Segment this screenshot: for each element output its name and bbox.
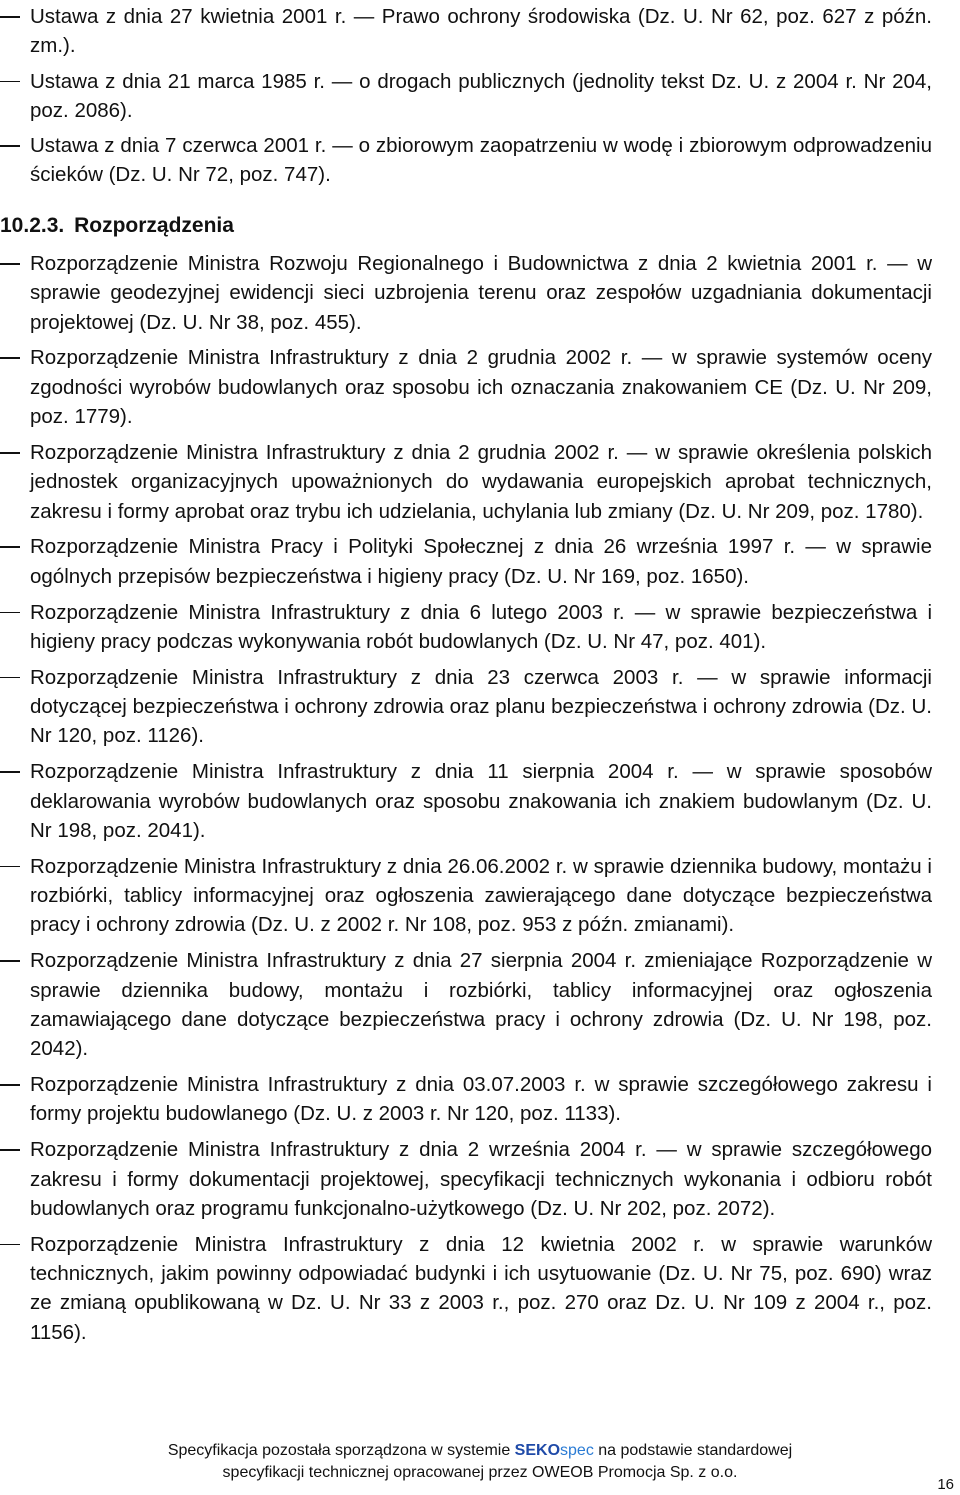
section-heading: [0, 211, 234, 240]
list-item: [0, 1230, 932, 1347]
list-item: [0, 2, 932, 61]
list-item-text: Ustawa z dnia 7 czerwca 2001 r. — o zbiorowym zaopatrzeniu w wodę i zbiorowym odprowadzeniu ścieków (Dz. U. Nr 72, poz. 747).: [30, 134, 932, 187]
dash-bullet: [0, 81, 20, 83]
footer-text-before: Specyfikacja pozostała sporządzona w systemie: [167, 1442, 515, 1459]
dash-bullet: [0, 1149, 20, 1151]
section-title: Rozporządzenia: [74, 214, 234, 237]
list-item: [0, 249, 932, 337]
dash-bullet: [0, 452, 20, 454]
list-item-text: Rozporządzenie Ministra Infrastruktury z dnia 6 lutego 2003 r. — w sprawie bezpieczeństwa i higieny pracy podczas wykonywania robót budowlanych (Dz. U. Nr 47, poz. 401).: [30, 600, 932, 653]
list-item: [0, 438, 932, 526]
list-item: [0, 532, 932, 591]
list-item: [0, 131, 932, 190]
footer-text-after: na podstawie standardowej: [593, 1442, 793, 1459]
dash-bullet: [0, 145, 20, 147]
list-item: [0, 598, 932, 657]
list-item-text: Rozporządzenie Ministra Infrastruktury z dnia 2 grudnia 2002 r. — w sprawie określenia polskich jednostek organizacyjnych upoważnionych do wydawania europejskich aprobat technicznych, zakresu i formy aprobat oraz trybu ich udzielania, uchylania lub zmiany (Dz. U. Nr 209, poz. 1780).: [30, 440, 932, 523]
list-item: [0, 663, 932, 751]
dash-bullet: [0, 960, 20, 962]
list-item-text: Rozporządzenie Ministra Infrastruktury z dnia 27 sierpnia 2004 r. zmieniające Rozporządzenie w sprawie dziennika budowy, montażu i rozbiórki, tablicy informacyjnej oraz ogłoszenia zamawiającego dane dotyczące bezpieczeństwa pracy i ochrony zdrowia (Dz. U. Nr 198, poz. 2042).: [30, 949, 932, 1061]
footer-line-1: [0, 1440, 960, 1462]
dash-bullet: [0, 546, 20, 548]
list-item: [0, 852, 932, 940]
footer-line-2: specyfikacji technicznej opracowanej przez OWEOB Promocja Sp. z o.o.: [222, 1464, 738, 1481]
dash-bullet: [0, 16, 20, 18]
list-item-text: Rozporządzenie Ministra Infrastruktury z dnia 12 kwietnia 2002 r. w sprawie warunków technicznych, jakim powinny odpowiadać budynki i ich usytuowanie (Dz. U. Nr 75, poz. 690) wraz ze zmianą opublikowaną w Dz. U. Nr 33 z 2003 r., poz. 270 oraz Dz. U. Nr 109 z 2004 r., poz. 1156).: [30, 1232, 932, 1344]
dash-bullet: [0, 357, 20, 359]
dash-bullet: [0, 1084, 20, 1086]
page-footer: [0, 1440, 960, 1484]
list-item-text: Ustawa z dnia 27 kwietnia 2001 r. — Prawo ochrony środowiska (Dz. U. Nr 62, poz. 627 z późn. zm.).: [30, 5, 932, 58]
list-item-text: Ustawa z dnia 21 marca 1985 r. — o drogach publicznych (jednolity tekst Dz. U. z 2004 r. Nr 204, poz. 2086).: [30, 69, 932, 122]
list-item: [0, 757, 932, 845]
brand-spec: spec: [560, 1442, 594, 1459]
dash-bullet: [0, 677, 20, 679]
list-item: [0, 343, 932, 431]
dash-bullet: [0, 612, 20, 614]
regulation-list: [0, 249, 946, 1354]
list-item-text: Rozporządzenie Ministra Infrastruktury z dnia 11 sierpnia 2004 r. — w sprawie sposobów deklarowania wyrobów budowlanych oraz sposobu znakowania ich znakiem budowlanym (Dz. U. Nr 198, poz. 2041).: [30, 760, 932, 842]
dash-bullet: [0, 263, 20, 265]
list-item-text: Rozporządzenie Ministra Rozwoju Regionalnego i Budownictwa z dnia 2 kwietnia 2001 r. — w sprawie geodezyjnej ewidencji sieci uzbrojenia terenu oraz zespołów uzgadniania dokumentacji projektowej (Dz. U. Nr 38, poz. 455).: [30, 252, 932, 334]
list-item-text: Rozporządzenie Ministra Pracy i Polityki Społecznej z dnia 26 września 1997 r. — w sprawie ogólnych przepisów bezpieczeństwa i higieny pracy (Dz. U. Nr 169, poz. 1650).: [30, 535, 932, 588]
list-item: [0, 1135, 932, 1223]
list-item: [0, 946, 932, 1063]
section-number: 10.2.3.: [0, 214, 65, 237]
dash-bullet: [0, 866, 20, 868]
dash-bullet: [0, 1244, 20, 1246]
page-number: 16: [937, 1476, 954, 1493]
dash-bullet: [0, 771, 20, 773]
list-item: [0, 67, 932, 126]
list-item-text: Rozporządzenie Ministra Infrastruktury z dnia 2 września 2004 r. — w sprawie szczegółowego zakresu i formy dokumentacji projektowej, specyfikacji technicznych wykonania i odbioru robót budowlanych oraz programu funkcjonalno-użytkowego (Dz. U. Nr 202, poz. 2072).: [30, 1138, 932, 1220]
brand-seko: SEKO: [514, 1442, 561, 1459]
list-item-text: Rozporządzenie Ministra Infrastruktury z dnia 26.06.2002 r. w sprawie dziennika budowy, montażu i rozbiórki, tablicy informacyjnej oraz ogłoszenia zawierającego dane dotyczące bezpieczeństwa pracy i ochrony zdrowia (Dz. U. z 2002 r. Nr 108, poz. 953 z późn. zmianami).: [30, 854, 932, 937]
list-item-text: Rozporządzenie Ministra Infrastruktury z dnia 23 czerwca 2003 r. — w sprawie informacji dotyczącej bezpieczeństwa i ochrony zdrowia oraz planu bezpieczeństwa i ochrony zdrowia (Dz. U. Nr 120, poz. 1126).: [30, 665, 932, 748]
list-item: [0, 1070, 932, 1129]
list-item-text: Rozporządzenie Ministra Infrastruktury z dnia 03.07.2003 r. w sprawie szczegółowego zakresu i formy projektu budowlanego (Dz. U. z 2003 r. Nr 120, poz. 1133).: [30, 1073, 932, 1126]
statute-list: [0, 2, 946, 196]
list-item-text: Rozporządzenie Ministra Infrastruktury z dnia 2 grudnia 2002 r. — w sprawie systemów oceny zgodności wyrobów budowlanych oraz sposobu ich oznaczania znakowaniem CE (Dz. U. Nr 209, poz. 1779).: [30, 346, 932, 429]
